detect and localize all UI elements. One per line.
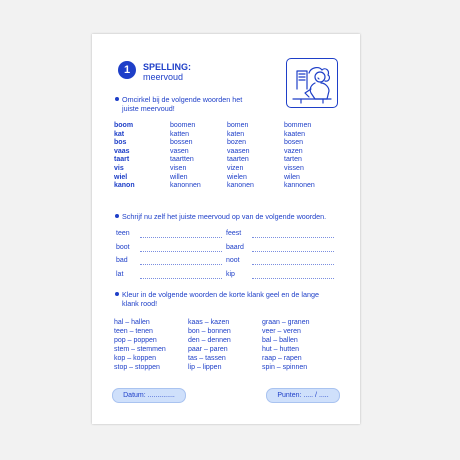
word-label: feest xyxy=(226,230,242,237)
word-pair[interactable]: raap – rapen xyxy=(262,355,302,362)
word-label: teen xyxy=(116,230,130,237)
base-word: kanon xyxy=(114,182,135,190)
base-word: bos xyxy=(114,139,127,147)
plural-option[interactable]: wielen xyxy=(227,173,247,181)
answer-line[interactable] xyxy=(140,264,222,265)
instruction-1-line2: juiste meervoud! xyxy=(122,104,175,113)
answer-line[interactable] xyxy=(252,264,334,265)
answer-line[interactable] xyxy=(252,251,334,252)
table-row xyxy=(114,165,344,173)
table-row xyxy=(114,182,344,190)
plural-option[interactable]: boomen xyxy=(170,122,196,129)
word-label: baard xyxy=(226,243,244,251)
answer-line[interactable] xyxy=(252,237,334,238)
instruction-2: Schrijf nu zelf het juiste meervoud op van de volgende woorden. xyxy=(122,212,327,221)
plural-option[interactable]: visen xyxy=(170,165,187,172)
base-word: wiel xyxy=(114,173,128,181)
word-label: bad xyxy=(116,257,128,264)
exercise-number-badge: 1 xyxy=(118,61,136,79)
plural-option[interactable]: taarten xyxy=(227,156,249,164)
word-pair[interactable]: kop – koppen xyxy=(114,355,157,362)
exercise-subtitle: meervoud xyxy=(143,72,184,82)
plural-option[interactable]: bommen xyxy=(284,122,312,129)
instruction-1 xyxy=(122,95,242,113)
instruction-3 xyxy=(122,290,319,308)
base-word: vis xyxy=(114,165,124,172)
plural-option[interactable]: vissen xyxy=(284,165,304,172)
plural-option[interactable]: willen xyxy=(170,173,188,181)
plural-option[interactable]: taartten xyxy=(170,156,194,164)
plural-option[interactable]: kaaten xyxy=(284,130,306,138)
table-row xyxy=(114,156,344,164)
date-field[interactable]: Datum: .............. xyxy=(112,388,186,403)
table-row xyxy=(114,148,344,156)
base-word: vaas xyxy=(114,147,130,155)
plural-option[interactable]: katten xyxy=(170,130,190,138)
word-pair[interactable]: graan – granen xyxy=(262,319,310,326)
table-row xyxy=(114,174,344,182)
plural-option[interactable]: kanonen xyxy=(227,182,254,190)
plural-option[interactable]: wilen xyxy=(284,173,300,181)
word-pair[interactable]: bon – bonnen xyxy=(188,328,231,335)
plural-option[interactable]: bomen xyxy=(227,122,249,129)
plural-option[interactable]: vizen xyxy=(227,165,244,172)
table-row xyxy=(114,122,344,130)
plural-option[interactable]: bossen xyxy=(170,139,193,147)
exercise-title: SPELLING: xyxy=(143,62,192,72)
plural-option[interactable]: vasen xyxy=(170,147,189,155)
word-label: noot xyxy=(226,257,240,264)
child-reading-icon xyxy=(286,58,338,108)
answer-line[interactable] xyxy=(140,237,222,238)
base-word: boom xyxy=(114,122,134,129)
plural-option[interactable]: bosen xyxy=(284,139,304,147)
word-pair[interactable]: bal – ballen xyxy=(262,337,298,344)
word-pair[interactable]: paar – paren xyxy=(188,346,228,353)
word-pair[interactable]: stop – stoppen xyxy=(114,364,160,371)
word-pair[interactable]: kaas – kazen xyxy=(188,319,230,326)
instruction-3-line2: klank rood! xyxy=(122,299,158,308)
word-label: boot xyxy=(116,243,130,251)
points-field[interactable]: Punten: ..... / ..... xyxy=(266,388,340,403)
word-pair[interactable]: hut – hutten xyxy=(262,346,299,353)
plural-option[interactable]: bozen xyxy=(227,139,247,147)
table-row xyxy=(114,131,344,139)
plural-option[interactable]: kanonnen xyxy=(170,182,201,190)
plural-option[interactable]: kannonen xyxy=(284,182,315,190)
worksheet-page xyxy=(92,34,360,424)
plural-option[interactable]: vaasen xyxy=(227,147,250,155)
answer-line[interactable] xyxy=(140,251,222,252)
base-word: taart xyxy=(114,156,130,164)
plural-option[interactable]: tarten xyxy=(284,156,302,164)
word-label: lat xyxy=(116,270,124,278)
word-pair[interactable]: lip – lippen xyxy=(188,364,222,371)
word-pair[interactable]: teen – tenen xyxy=(114,328,153,335)
word-label: kip xyxy=(226,270,235,278)
word-pair[interactable]: spin – spinnen xyxy=(262,364,308,371)
word-pair[interactable]: hal – hallen xyxy=(114,319,150,326)
answer-line[interactable] xyxy=(252,278,334,279)
plural-option[interactable]: vazen xyxy=(284,147,303,155)
instruction-3-line1: Kleur in de volgende woorden de korte klank geel en de lange xyxy=(122,290,319,299)
table-row xyxy=(114,139,344,147)
base-word: kat xyxy=(114,130,125,138)
word-pair[interactable]: tas – tassen xyxy=(188,355,226,362)
word-pair[interactable]: stem – stemmen xyxy=(114,346,166,353)
word-pair[interactable]: den – dennen xyxy=(188,337,231,344)
answer-line[interactable] xyxy=(140,278,222,279)
instruction-1-line1: Omcirkel bij de volgende woorden het xyxy=(122,95,243,104)
plural-option[interactable]: katen xyxy=(227,130,245,138)
word-pair[interactable]: veer – veren xyxy=(262,328,301,335)
word-pair[interactable]: pop – poppen xyxy=(114,337,157,344)
